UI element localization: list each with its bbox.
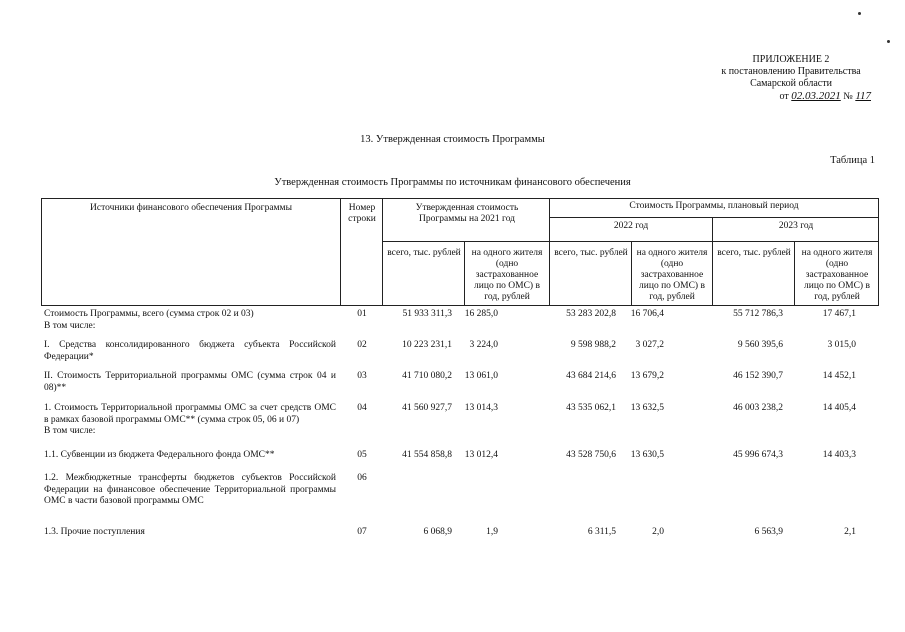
appendix-line-1: к постановлению Правительства [721, 66, 861, 77]
row-number: 01 [357, 309, 367, 319]
cell-total-2023: 9 560 395,6 [737, 340, 783, 350]
cell-total-2021: 51 933 311,3 [402, 309, 452, 319]
cell-per-resident-2023: 17 467,1 [822, 309, 856, 319]
table-row [0, 371, 905, 395]
number-value: 117 [855, 90, 871, 102]
divider-2022-sub [631, 241, 632, 306]
cell-per-resident-2021: 13 061,0 [464, 371, 498, 381]
cell-total-2022: 43 535 062,1 [566, 403, 616, 413]
divider-2021-sub [464, 241, 465, 306]
divider-num [382, 198, 383, 306]
divider-approved [549, 198, 550, 306]
cell-per-resident-2021: 13 014,3 [464, 403, 498, 413]
header-total-2021: всего, тыс. рублей [387, 248, 461, 258]
row-name [44, 403, 336, 438]
cell-total-2021: 41 560 927,7 [402, 403, 452, 413]
cell-total-2023: 45 996 674,3 [733, 450, 783, 460]
cell-total-2021: 41 554 858,8 [402, 450, 452, 460]
cell-total-2023: 46 152 390,7 [733, 371, 783, 381]
table-row [0, 527, 905, 540]
line-planned [549, 217, 879, 218]
cell-per-resident-2022: 13 679,2 [630, 371, 664, 381]
cell-per-resident-2021: 3 224,0 [469, 340, 498, 350]
section-title: 13. Утвержденная стоимость Программы [360, 134, 545, 145]
date-prefix: от [779, 91, 789, 102]
row-label: 1.2. Межбюджетные трансферты бюджетов субъектов Российской Федерации на финансовое обеспечение Территориальной программы ОМС в части базовой программы ОМС [44, 473, 336, 506]
cell-per-resident-2022: 3 027,2 [635, 340, 664, 350]
border-left [41, 198, 42, 306]
row-sub-label: В том числе: [44, 426, 96, 436]
row-label: Стоимость Программы, всего (сумма строк 02 и 03) [44, 309, 254, 319]
row-number: 06 [357, 473, 367, 483]
cell-per-resident-2021: 13 012,4 [464, 450, 498, 460]
cell-per-resident-2023: 14 405,4 [822, 403, 856, 413]
cell-total-2022: 6 311,5 [587, 527, 616, 537]
table-row [0, 309, 905, 333]
cell-per-resident-2023: 3 015,0 [827, 340, 856, 350]
cell-total-2021: 41 710 080,2 [402, 371, 452, 381]
appendix-title: ПРИЛОЖЕНИЕ 2 [752, 54, 830, 65]
row-label: 1.1. Субвенции из бюджета Федерального фонда ОМС** [44, 450, 275, 460]
cell-per-resident-2021: 1,9 [486, 527, 498, 537]
row-sub-label: В том числе: [44, 320, 96, 331]
table-row [0, 450, 905, 463]
cell-total-2023: 55 712 786,3 [733, 309, 783, 319]
cell-total-2023: 6 563,9 [754, 527, 783, 537]
appendix-date-line [711, 90, 871, 103]
row-number: 07 [357, 527, 367, 537]
header-approved: Утвержденная стоимость Программы на 2021 год [415, 203, 519, 224]
table-row [0, 473, 905, 521]
table-header [41, 198, 879, 306]
divider-2023-sub [794, 241, 795, 306]
scan-speck [887, 40, 890, 43]
cell-per-resident-2023: 2,1 [844, 527, 856, 537]
number-prefix: № [843, 91, 853, 102]
row-label: I. Средства консолидированного бюджета субъекта Российской Федерации* [44, 340, 336, 362]
header-planned: Стоимость Программы, плановый период [629, 201, 799, 211]
header-total-2023: всего, тыс. рублей [717, 248, 791, 258]
row-label: II. Стоимость Территориальной программы ОМС (сумма строк 04 и 08)** [44, 371, 336, 393]
cell-per-resident-2022: 2,0 [652, 527, 664, 537]
header-total-2022: всего, тыс. рублей [554, 248, 628, 258]
cell-total-2022: 53 283 202,8 [566, 309, 616, 319]
row-number: 05 [357, 450, 367, 460]
table-label: Таблица 1 [830, 155, 875, 166]
table-row [0, 340, 905, 364]
row-label: 1. Стоимость Территориальной программы ОМС за счет средств ОМС в рамках базовой программы ОМС** (сумма строк 05, 06 и 07) [44, 403, 336, 425]
header-per-resident-2022: на одного жителя (одно застрахованное лицо по ОМС) в год, рублей [636, 248, 708, 302]
table-caption: Утвержденная стоимость Программы по источникам финансового обеспечения [274, 177, 631, 188]
cell-total-2023: 46 003 238,2 [733, 403, 783, 413]
header-source: Источники финансового обеспечения Программы [90, 203, 292, 213]
line-years [382, 241, 879, 242]
cell-total-2022: 43 528 750,6 [566, 450, 616, 460]
cell-per-resident-2023: 14 403,3 [822, 450, 856, 460]
cell-total-2021: 6 068,9 [423, 527, 452, 537]
header-per-resident-2021: на одного жителя (одно застрахованное лицо по ОМС) в год, рублей [471, 248, 543, 302]
row-label: 1.3. Прочие поступления [44, 527, 145, 537]
header-year-2022: 2022 год [613, 221, 649, 231]
cell-per-resident-2022: 13 630,5 [630, 450, 664, 460]
border-right [878, 198, 879, 306]
row-number: 02 [357, 340, 367, 350]
border-header-bottom [41, 305, 879, 306]
header-per-resident-2023: на одного жителя (одно застрахованное лицо по ОМС) в год, рублей [801, 248, 873, 302]
cell-per-resident-2022: 16 706,4 [630, 309, 664, 319]
row-number: 04 [357, 403, 367, 413]
cell-total-2022: 9 598 988,2 [570, 340, 616, 350]
cell-per-resident-2021: 16 285,0 [464, 309, 498, 319]
appendix-line-2: Самарской области [750, 78, 832, 89]
cell-total-2022: 43 684 214,6 [566, 371, 616, 381]
date-value: 02.03.2021 [791, 90, 841, 102]
cell-per-resident-2022: 13 632,5 [630, 403, 664, 413]
divider-source [340, 198, 341, 306]
header-year-2023: 2023 год [778, 221, 814, 231]
header-row-number: Номер строки [348, 203, 376, 224]
divider-2022 [712, 217, 713, 306]
scan-speck [858, 12, 861, 15]
cell-per-resident-2023: 14 452,1 [822, 371, 856, 381]
row-number: 03 [357, 371, 367, 381]
table-row [0, 403, 905, 449]
appendix-block [711, 54, 871, 103]
row-name [44, 309, 336, 332]
border-top [41, 198, 879, 199]
cell-total-2021: 10 223 231,1 [402, 340, 452, 350]
